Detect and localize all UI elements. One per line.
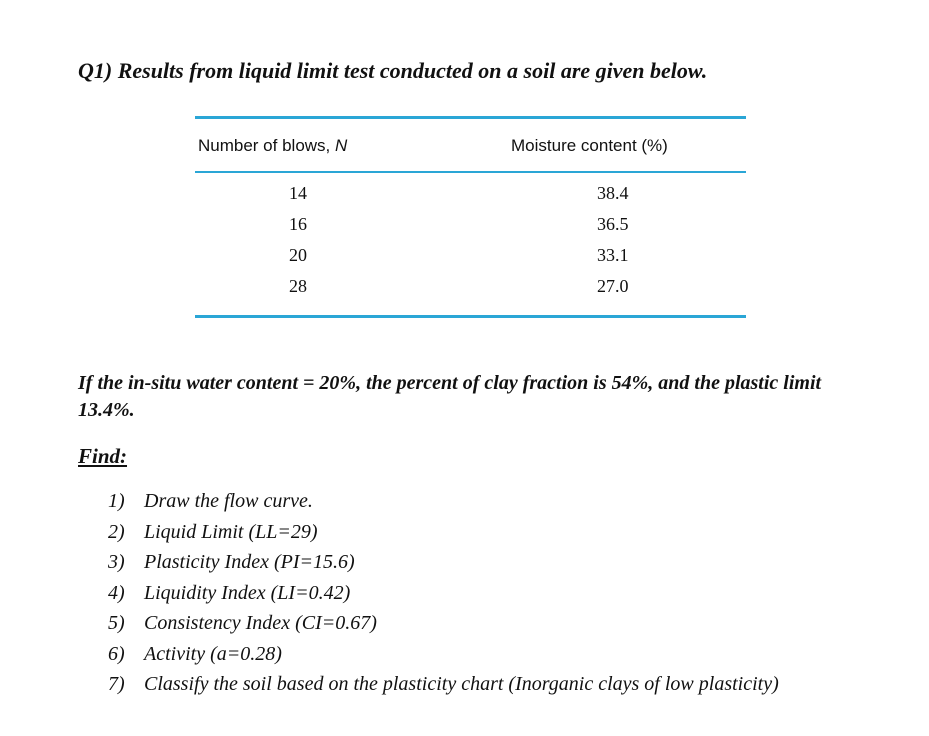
item-number: 3): [108, 551, 125, 573]
list-item: [108, 486, 888, 517]
table-row: [195, 183, 746, 213]
list-item: [108, 608, 888, 639]
item-text: Liquidity Index (LI=0.42): [144, 581, 351, 604]
cell-moisture: 38.4: [597, 183, 629, 203]
problem-statement: If the in-situ water content = 20%, the percent of clay fraction is 54%, and the plastic limit 13.4%.: [78, 372, 822, 421]
cell-blows: 28: [289, 276, 307, 296]
cell-moisture: 36.5: [597, 214, 629, 234]
cell-moisture: 33.1: [597, 245, 629, 265]
table-body: [195, 173, 746, 315]
list-item: [108, 578, 888, 609]
item-text: Plasticity Index (PI=15.6): [144, 551, 355, 573]
cell-blows: 16: [289, 214, 307, 234]
cell-blows: 14: [289, 183, 307, 203]
cell-blows: 20: [289, 245, 307, 265]
table-row: [195, 214, 746, 244]
list-item: [108, 639, 888, 670]
header-blows: Number of blows, N: [198, 136, 348, 155]
task-list: [108, 486, 888, 700]
item-text: Liquid Limit (LL=29): [144, 520, 318, 543]
item-text: Draw the flow curve.: [144, 490, 313, 512]
list-item: [108, 669, 888, 700]
item-number: 7): [108, 673, 125, 695]
data-table: [195, 116, 746, 318]
item-text: Consistency Index (CI=0.67): [144, 612, 377, 634]
cell-moisture: 27.0: [597, 276, 629, 296]
item-number: 2): [108, 520, 125, 543]
question-title: Q1) Results from liquid limit test conducted on a soil are given below.: [78, 58, 708, 83]
list-item: [108, 547, 888, 578]
table-header: [195, 119, 746, 171]
item-text: Classify the soil based on the plasticity chart (Inorganic clays of low plasticity): [144, 673, 779, 695]
table-bottom-rule: [195, 315, 746, 318]
table-row: [195, 245, 746, 275]
item-number: 1): [108, 490, 125, 512]
item-text: Activity (a=0.28): [144, 642, 282, 665]
header-moisture: Moisture content (%): [511, 136, 668, 155]
find-heading: Find:: [78, 444, 128, 468]
item-number: 4): [108, 581, 125, 604]
item-number: 6): [108, 642, 125, 665]
table-row: [195, 276, 746, 306]
item-number: 5): [108, 612, 125, 634]
list-item: [108, 517, 888, 548]
